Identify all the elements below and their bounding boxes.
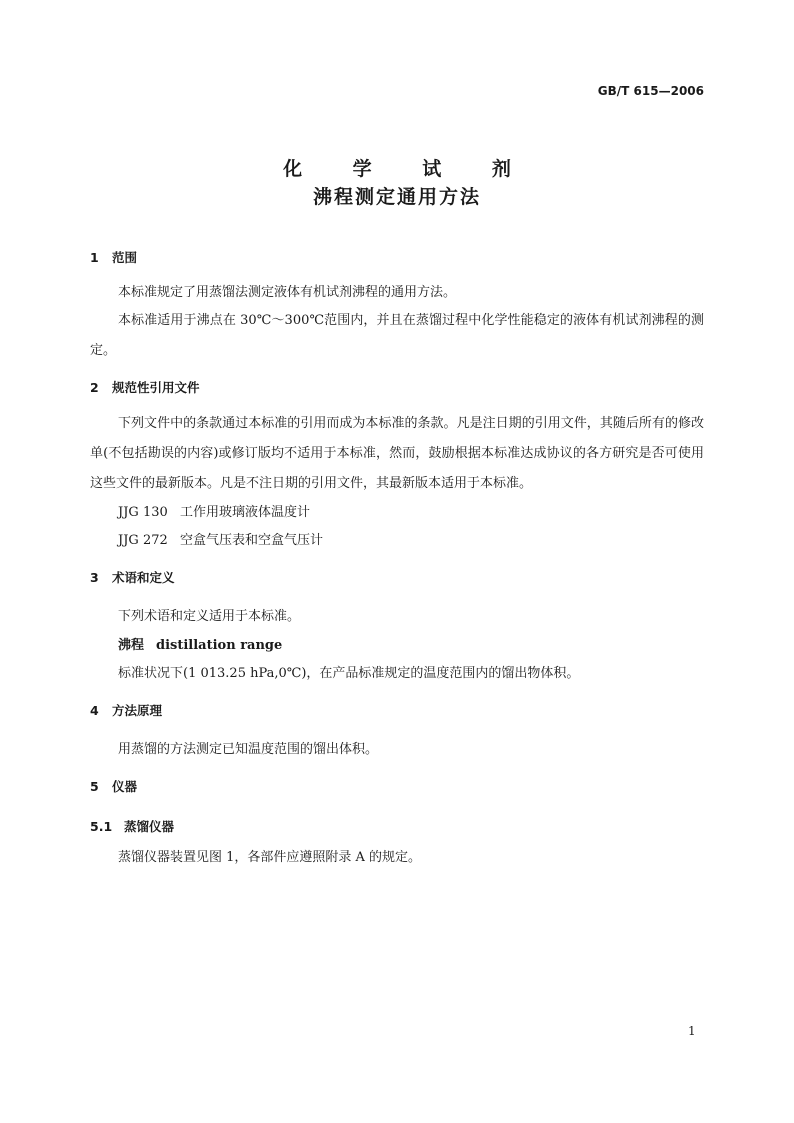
section-3-heading <box>90 568 175 586</box>
paragraph: 用蒸馏的方法测定已知温度范围的馏出体积。 <box>118 742 379 757</box>
section-5-heading <box>90 777 137 795</box>
paragraph: 下列文件中的条款通过本标准的引用而成为本标准的条款。凡是注日期的引用文件，其随后所有的修改单(不包括勘误的内容)或修订版均不适用于本标准，然而，鼓励根据本标准达成协议的各方研究是否可使用这些文件的最新版本。凡是不注日期的引用文件，其最新版本适用于本标准。 <box>90 416 704 491</box>
reference-title: 工作用玻璃液体温度计 <box>180 505 311 520</box>
section-title: 术语和定义 <box>112 570 175 585</box>
section-number: 2 <box>90 380 99 395</box>
reference-item <box>118 529 323 548</box>
subsection-5-1-heading <box>90 817 174 835</box>
paragraph: 蒸馏仪器装置见图 1，各部件应遵照附录 A 的规定。 <box>118 850 422 865</box>
reference-code: JJG 272 <box>118 533 168 548</box>
section-number: 4 <box>90 703 99 718</box>
section-2-heading <box>90 378 200 396</box>
term-english: distillation range <box>156 638 283 653</box>
section-title: 范围 <box>112 250 138 265</box>
page-number: 1 <box>688 1024 696 1038</box>
reference-title: 空盒气压表和空盒气压计 <box>180 533 324 548</box>
document-title-line1: 化 学 试 剂 <box>283 158 533 180</box>
paragraph: 本标准规定了用蒸馏法测定液体有机试剂沸程的通用方法。 <box>118 285 457 300</box>
section-title: 方法原理 <box>112 703 163 718</box>
section-number: 3 <box>90 570 99 585</box>
section-number: 5 <box>90 779 99 794</box>
section-1-heading <box>90 248 137 266</box>
term-chinese: 沸程 <box>118 638 145 653</box>
reference-item <box>118 501 310 520</box>
standard-code: GB/T 615—2006 <box>597 84 704 98</box>
term-entry <box>118 634 282 653</box>
section-4-heading <box>90 701 162 719</box>
section-number: 1 <box>90 250 99 265</box>
reference-code: JJG 130 <box>118 505 168 520</box>
paragraph: 下列术语和定义适用于本标准。 <box>118 609 301 624</box>
paragraph: 本标准适用于沸点在 30℃～300℃范围内，并且在蒸馏过程中化学性能稳定的液体有机试剂沸程的测定。 <box>90 313 704 358</box>
document-title-line2: 沸程测定通用方法 <box>312 186 481 208</box>
subsection-title: 蒸馏仪器 <box>124 819 175 834</box>
section-title: 规范性引用文件 <box>112 380 200 395</box>
subsection-number: 5.1 <box>90 819 113 834</box>
section-title: 仪器 <box>112 779 138 794</box>
term-definition: 标准状况下(1 013.25 hPa,0℃)，在产品标准规定的温度范围内的馏出物体积。 <box>118 666 580 681</box>
